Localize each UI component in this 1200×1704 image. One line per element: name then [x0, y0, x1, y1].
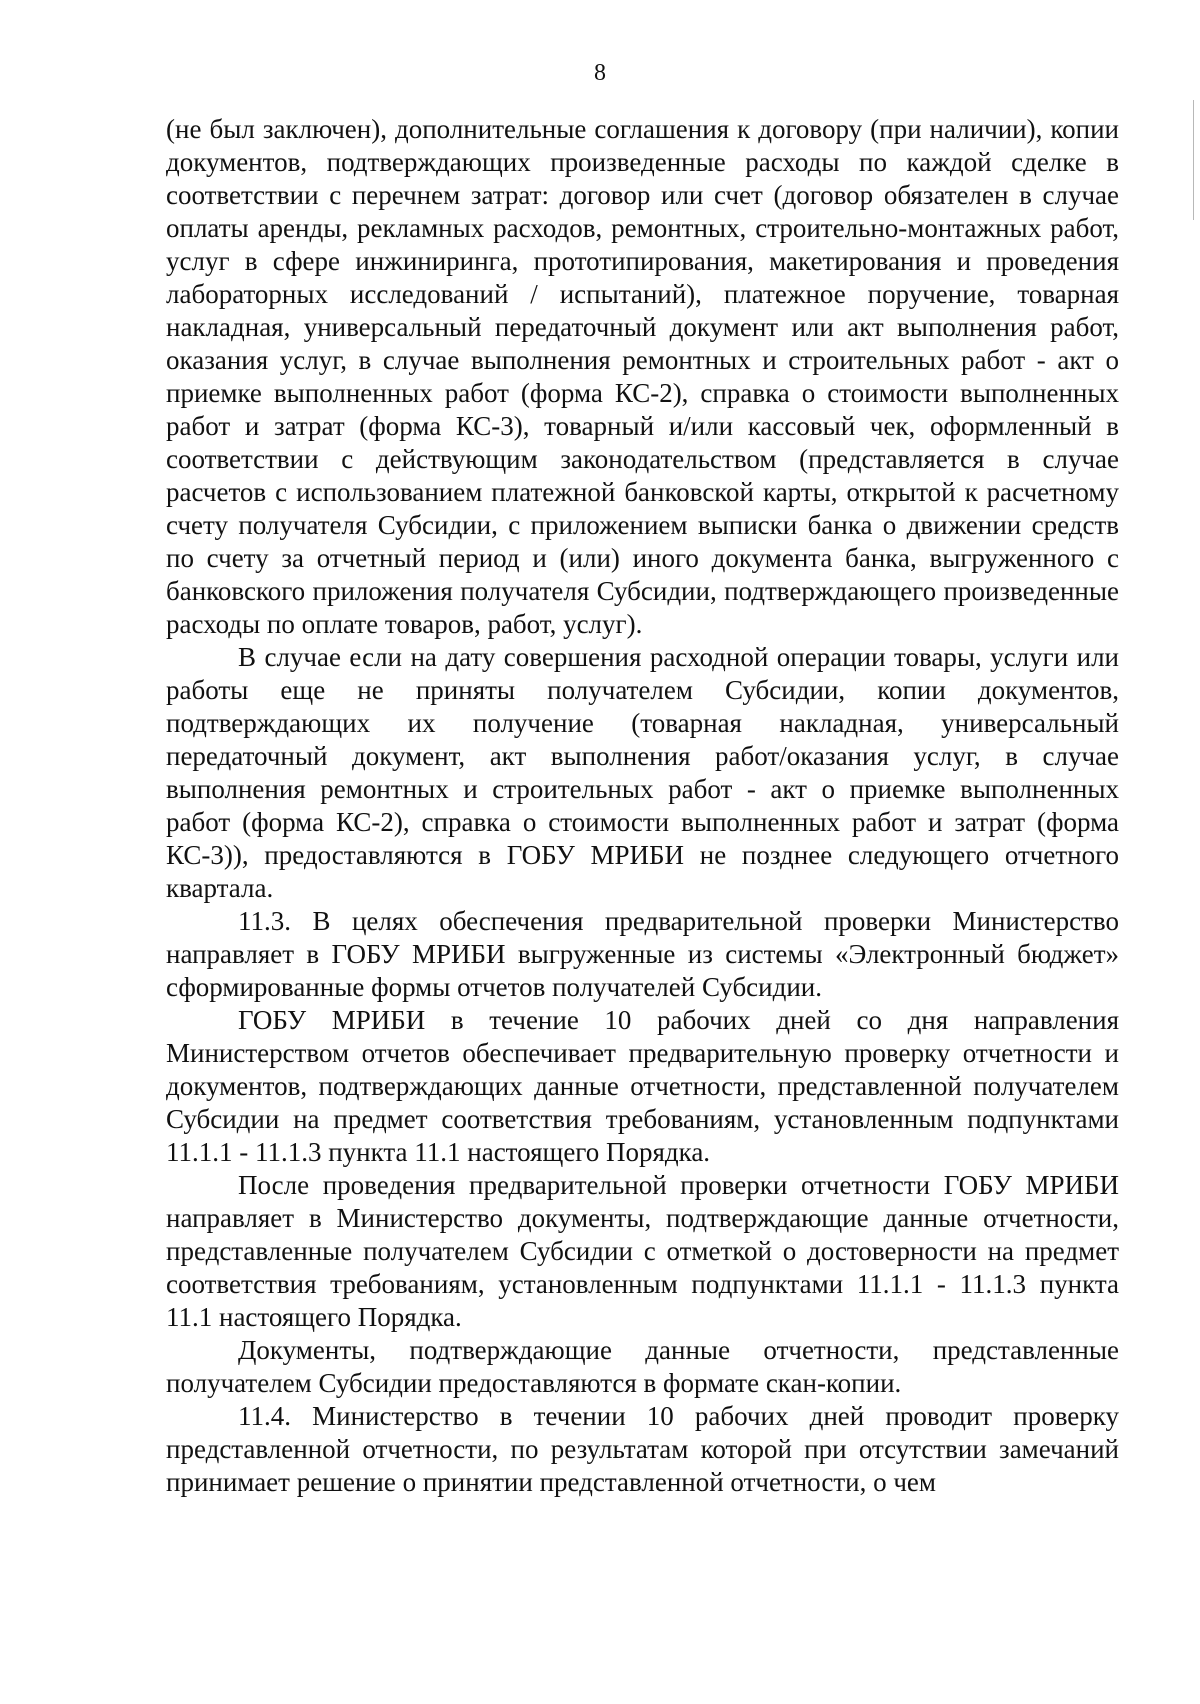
paragraph-preliminary-check: ГОБУ МРИБИ в течение 10 рабочих дней со дня направления Министерством отчетов обеспечивает предварительную проверку отчетности и документов, подтверждающих данные отчетности, представленной получателем Субсидии на предмет соответствия требованиям, установленным подпунктами 11.1.1 - 11.1.3 пункта 11.1 настоящего Порядка.	[166, 1005, 1119, 1167]
paragraph-scan-copy-format: Документы, подтверждающие данные отчетности, представленные получателем Субсидии предоставляются в формате скан-копии.	[166, 1335, 1119, 1398]
document-body	[166, 113, 1119, 1499]
paragraph-expense-documents: В случае если на дату совершения расходной операции товары, услуги или работы еще не приняты получателем Субсидии, копии документов, подтверждающих их получение (товарная накладная, универсальный передаточный документ, акт выполнения работ/оказания услуг, в случае выполнения ремонтных и строительных работ - акт о приемке выполненных работ (форма КС-2), справка о стоимости выполненных работ и затрат (форма КС-3)), предоставляются в ГОБУ МРИБИ не позднее следующего отчетного квартала.	[166, 642, 1119, 903]
scan-edge-mark	[1193, 100, 1194, 220]
paragraph-11-4: 11.4. Министерство в течении 10 рабочих дней проводит проверку представленной отчетности, по результатам которой при отсутствии замечаний принимает решение о принятии представленной отчетности, о чем	[166, 1401, 1119, 1497]
paragraph-after-check: После проведения предварительной проверки отчетности ГОБУ МРИБИ направляет в Министерство документы, подтверждающие данные отчетности, представленные получателем Субсидии с отметкой о достоверности на предмет соответствия требованиям, установленным подпунктами 11.1.1 - 11.1.3 пункта 11.1 настоящего Порядка.	[166, 1170, 1119, 1332]
paragraph-11-3: 11.3. В целях обеспечения предварительной проверки Министерство направляет в ГОБУ МРИБИ выгруженные из системы «Электронный бюджет» сформированные формы отчетов получателей Субсидии.	[166, 906, 1119, 1002]
page-number: 8	[594, 60, 606, 86]
paragraph-continuation: (не был заключен), дополнительные соглашения к договору (при наличии), копии документов, подтверждающих произведенные расходы по каждой сделке в соответствии с перечнем затрат: договор или счет (договор обязателен в случае оплаты аренды, рекламных расходов, ремонтных, строительно-монтажных работ, услуг в сфере инжиниринга, прототипирования, макетирования и проведения лабораторных исследований / испытаний), платежное поручение, товарная накладная, универсальный передаточный документ или акт выполнения работ, оказания услуг, в случае выполнения ремонтных и строительных работ - акт о приемке выполненных работ (форма КС-2), справка о стоимости выполненных работ и затрат (форма КС-3), товарный и/или кассовый чек, оформленный в соответствии с действующим законодательством (представляется в случае расчетов с использованием платежной банковской карты, открытой к расчетному счету получателя Субсидии, с приложением выписки банка о движении средств по счету за отчетный период и (или) иного документа банка, выгруженного с банковского приложения получателя Субсидии, подтверждающего произведенные расходы по оплате товаров, работ, услуг).	[166, 114, 1119, 639]
